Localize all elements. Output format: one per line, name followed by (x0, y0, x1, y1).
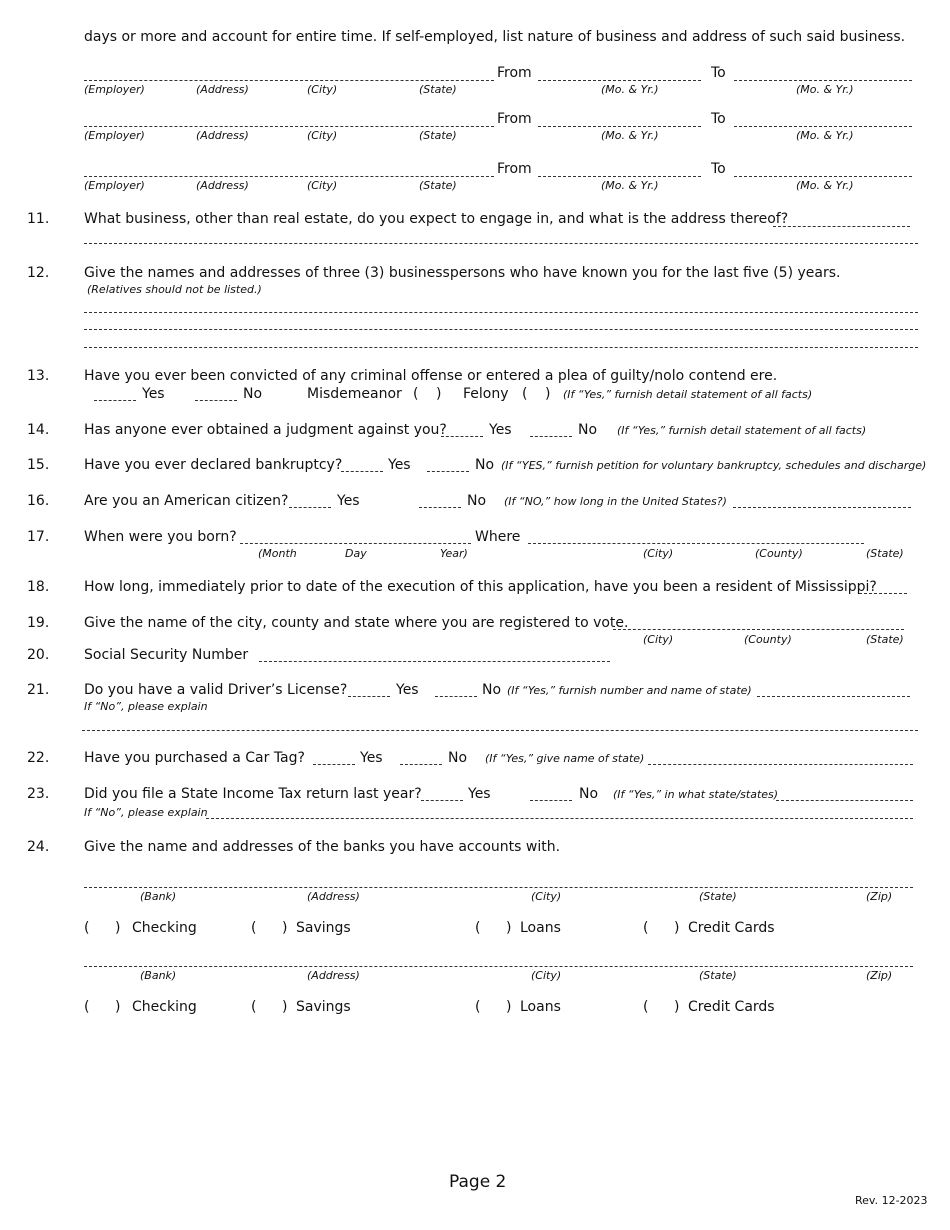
q13-number: 13. (27, 368, 50, 384)
q21-license-field[interactable] (757, 696, 910, 697)
state-caption: (State) (419, 83, 457, 96)
bank-state-caption: (State) (699, 969, 737, 982)
q13-felony-checkbox-open[interactable]: ( (522, 386, 528, 402)
q17-county-caption: (County) (755, 547, 803, 560)
q17-year-caption: Year) (440, 547, 468, 560)
q12-field-line1[interactable] (84, 312, 918, 313)
q14-yes-field[interactable] (441, 436, 483, 437)
q13-yes-label: Yes (142, 386, 165, 402)
bank-state-caption: (State) (699, 890, 737, 903)
q12-number: 12. (27, 265, 50, 281)
q17-birthplace-field[interactable] (528, 543, 864, 544)
q15-no-label: No (475, 457, 495, 473)
q15-yes-field[interactable] (341, 471, 383, 472)
q17-text: When were you born? (84, 529, 237, 545)
savings-label: Savings (296, 999, 351, 1015)
q23-explain-label: If “No”, please explain (84, 806, 208, 819)
q16-note: (If “NO,” how long in the United States?) (504, 495, 727, 508)
q19-field[interactable] (613, 629, 904, 630)
bank-address-caption: (Address) (307, 969, 360, 982)
q16-yes-field[interactable] (289, 507, 331, 508)
q13-yes-field[interactable] (94, 400, 136, 401)
to-label: To (711, 65, 726, 81)
checking-label: Checking (132, 999, 197, 1015)
q16-no-label: No (467, 493, 487, 509)
q18-text: How long, immediately prior to date of the execution of this application, have you been a resident of Mississippi? (84, 579, 877, 595)
bank-field[interactable] (84, 966, 913, 967)
q16-number: 16. (27, 493, 50, 509)
q15-yes-label: Yes (388, 457, 411, 473)
q16-text: Are you an American citizen? (84, 493, 289, 509)
from-date-caption: (Mo. & Yr.) (601, 129, 659, 142)
address-caption: (Address) (196, 83, 249, 96)
q13-no-label: No (243, 386, 263, 402)
from-field[interactable] (538, 126, 701, 127)
to-field[interactable] (734, 176, 912, 177)
q19-number: 19. (27, 615, 50, 631)
employer-field[interactable] (84, 126, 494, 127)
checking-checkbox-open[interactable]: ( (84, 999, 90, 1015)
from-field[interactable] (538, 176, 701, 177)
savings-checkbox-open[interactable]: ( (251, 920, 257, 936)
q15-text: Have you ever declared bankruptcy? (84, 457, 343, 473)
loans-checkbox-open[interactable]: ( (475, 999, 481, 1015)
credit-cards-checkbox-close[interactable]: ) (674, 999, 680, 1015)
q22-number: 22. (27, 750, 50, 766)
continuation-text: days or more and account for entire time. If self-employed, list nature of business and address of such said business. (84, 29, 906, 45)
q21-text: Do you have a valid Driver’s License? (84, 682, 348, 698)
address-caption: (Address) (196, 129, 249, 142)
q20-number: 20. (27, 647, 50, 663)
state-caption: (State) (419, 179, 457, 192)
q21-yes-field[interactable] (348, 696, 390, 697)
to-label: To (711, 111, 726, 127)
q22-yes-field[interactable] (313, 764, 355, 765)
q13-no-field[interactable] (195, 400, 237, 401)
loans-checkbox-close[interactable]: ) (506, 920, 512, 936)
from-date-caption: (Mo. & Yr.) (601, 83, 659, 96)
loans-checkbox-close[interactable]: ) (506, 999, 512, 1015)
checking-checkbox-close[interactable]: ) (115, 920, 121, 936)
employer-caption: (Employer) (84, 129, 145, 142)
q13-felony-label: Felony (463, 386, 509, 402)
q23-explain-field[interactable] (206, 818, 913, 819)
revision-date: Rev. 12-2023 (855, 1194, 928, 1207)
from-label: From (497, 161, 532, 177)
credit-cards-label: Credit Cards (688, 999, 775, 1015)
employer-field[interactable] (84, 80, 494, 81)
to-date-caption: (Mo. & Yr.) (796, 83, 854, 96)
bank-caption: (Bank) (140, 969, 177, 982)
q22-no-label: No (448, 750, 468, 766)
q23-states-field[interactable] (776, 800, 913, 801)
savings-label: Savings (296, 920, 351, 936)
q19-state-caption: (State) (866, 633, 904, 646)
q22-yes-label: Yes (360, 750, 383, 766)
q15-note: (If “YES,” furnish petition for voluntary bankruptcy, schedules and discharge) (501, 459, 927, 472)
q23-no-field[interactable] (530, 800, 572, 801)
bank-zip-caption: (Zip) (866, 969, 893, 982)
q19-county-caption: (County) (744, 633, 792, 646)
q21-note: (If “Yes,” furnish number and name of state) (507, 684, 752, 697)
q20-text: Social Security Number (84, 647, 249, 663)
credit-cards-checkbox-close[interactable]: ) (674, 920, 680, 936)
savings-checkbox-close[interactable]: ) (282, 999, 288, 1015)
checking-checkbox-open[interactable]: ( (84, 920, 90, 936)
q23-yes-label: Yes (468, 786, 491, 802)
q14-yes-label: Yes (489, 422, 512, 438)
q11-text: What business, other than real estate, do you expect to engage in, and what is the address thereof? (84, 211, 789, 227)
q14-no-field[interactable] (530, 436, 572, 437)
employer-field[interactable] (84, 176, 494, 177)
q13-misdemeanor-label: Misdemeanor (307, 386, 402, 402)
q11-field[interactable] (773, 226, 910, 227)
loans-label: Loans (520, 920, 561, 936)
bank-address-caption: (Address) (307, 890, 360, 903)
q14-text: Has anyone ever obtained a judgment against you? (84, 422, 447, 438)
bank-caption: (Bank) (140, 890, 177, 903)
q15-number: 15. (27, 457, 50, 473)
q16-yes-label: Yes (337, 493, 360, 509)
q18-field[interactable] (859, 593, 907, 594)
q14-note: (If “Yes,” furnish detail statement of all facts) (617, 424, 867, 437)
to-label: To (711, 161, 726, 177)
bank-city-caption: (City) (531, 969, 562, 982)
city-caption: (City) (307, 179, 338, 192)
q22-state-field[interactable] (648, 764, 913, 765)
credit-cards-checkbox-open[interactable]: ( (643, 920, 649, 936)
to-field[interactable] (734, 126, 912, 127)
page-number: Page 2 (449, 1172, 507, 1192)
from-label: From (497, 111, 532, 127)
to-date-caption: (Mo. & Yr.) (796, 129, 854, 142)
q13-note: (If “Yes,” furnish detail statement of all facts) (563, 388, 813, 401)
q12-text: Give the names and addresses of three (3) businesspersons who have known you for the last five (5) years. (84, 265, 841, 281)
q22-note: (If “Yes,” give name of state) (485, 752, 645, 765)
savings-checkbox-close[interactable]: ) (282, 920, 288, 936)
q12-field-line3[interactable] (84, 347, 918, 348)
q21-explain-label: If “No”, please explain (84, 700, 208, 713)
q17-state-caption: (State) (866, 547, 904, 560)
q21-explain-field[interactable] (82, 730, 918, 731)
employer-caption: (Employer) (84, 179, 145, 192)
q13-misdemeanor-checkbox-open[interactable]: ( (413, 386, 419, 402)
address-caption: (Address) (196, 179, 249, 192)
loans-label: Loans (520, 999, 561, 1015)
from-date-caption: (Mo. & Yr.) (601, 179, 659, 192)
q22-no-field[interactable] (400, 764, 442, 765)
q24-text: Give the name and addresses of the banks you have accounts with. (84, 839, 561, 855)
credit-cards-label: Credit Cards (688, 920, 775, 936)
checking-checkbox-close[interactable]: ) (115, 999, 121, 1015)
q17-month-caption: (Month (258, 547, 297, 560)
from-label: From (497, 65, 532, 81)
q20-ssn-field[interactable] (259, 661, 610, 662)
to-field[interactable] (734, 80, 912, 81)
q16-no-field[interactable] (419, 507, 461, 508)
q23-number: 23. (27, 786, 50, 802)
q23-note: (If “Yes,” in what state/states) (613, 788, 779, 801)
to-date-caption: (Mo. & Yr.) (796, 179, 854, 192)
q16-duration-field[interactable] (733, 507, 911, 508)
q14-no-label: No (578, 422, 598, 438)
loans-checkbox-open[interactable]: ( (475, 920, 481, 936)
bank-zip-caption: (Zip) (866, 890, 893, 903)
q21-no-field[interactable] (435, 696, 477, 697)
q17-where-label: Where (475, 529, 521, 545)
checking-label: Checking (132, 920, 197, 936)
q22-text: Have you purchased a Car Tag? (84, 750, 305, 766)
savings-checkbox-open[interactable]: ( (251, 999, 257, 1015)
credit-cards-checkbox-open[interactable]: ( (643, 999, 649, 1015)
q17-birthdate-field[interactable] (240, 543, 471, 544)
employer-caption: (Employer) (84, 83, 145, 96)
q15-no-field[interactable] (427, 471, 469, 472)
q11-number: 11. (27, 211, 50, 227)
q17-city-caption: (City) (643, 547, 674, 560)
q12-field-line2[interactable] (84, 329, 918, 330)
q14-number: 14. (27, 422, 50, 438)
q11-field-line2[interactable] (84, 243, 918, 244)
q21-number: 21. (27, 682, 50, 698)
bank-city-caption: (City) (531, 890, 562, 903)
q19-text: Give the name of the city, county and state where you are registered to vote. (84, 615, 629, 631)
q18-number: 18. (27, 579, 50, 595)
q23-text: Did you file a State Income Tax return last year? (84, 786, 422, 802)
q24-number: 24. (27, 839, 50, 855)
from-field[interactable] (538, 80, 701, 81)
q19-city-caption: (City) (643, 633, 674, 646)
bank-field[interactable] (84, 887, 913, 888)
q23-no-label: No (579, 786, 599, 802)
q12-note: (Relatives should not be listed.) (87, 283, 262, 296)
city-caption: (City) (307, 83, 338, 96)
q13-text: Have you ever been convicted of any criminal offense or entered a plea of guilty/nolo contend ere. (84, 368, 778, 384)
state-caption: (State) (419, 129, 457, 142)
q21-no-label: No (482, 682, 502, 698)
q17-number: 17. (27, 529, 50, 545)
q21-yes-label: Yes (396, 682, 419, 698)
q23-yes-field[interactable] (421, 800, 463, 801)
city-caption: (City) (307, 129, 338, 142)
q13-felony-checkbox-close[interactable]: ) (545, 386, 551, 402)
q13-misdemeanor-checkbox-close[interactable]: ) (436, 386, 442, 402)
q17-day-caption: Day (345, 547, 367, 560)
